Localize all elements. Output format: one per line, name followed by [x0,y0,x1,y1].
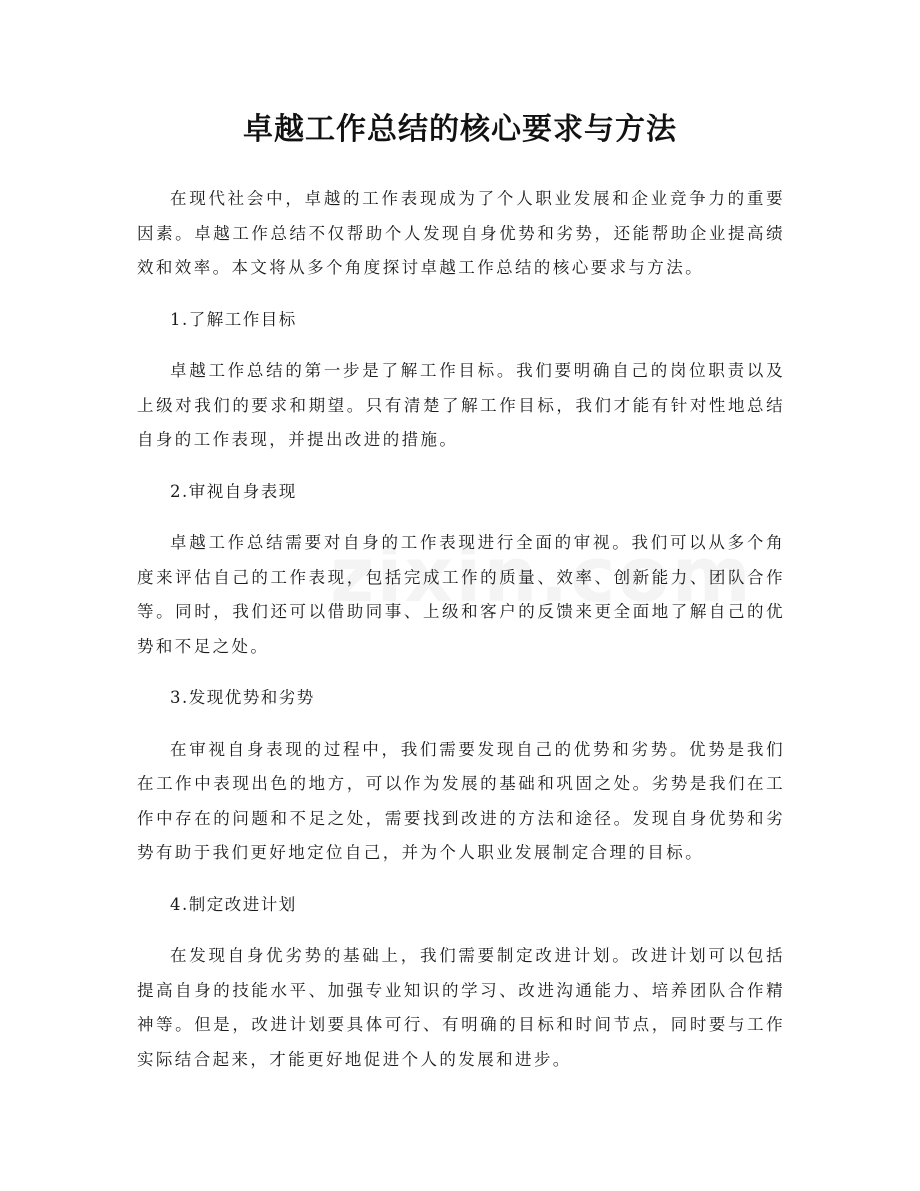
document-body [137,182,785,1094]
section-heading-1: 1.了解工作目标 [170,309,297,329]
document-title: 卓越工作总结的核心要求与方法 [243,112,677,147]
section-paragraph-2: 卓越工作总结需要对自身的工作表现进行全面的审视。我们可以从多个角度来评估自己的工作表现，包括完成工作的质量、效率、创新能力、团队合作等。同时，我们还可以借助同事、上级和客户的反馈来更全面地了解自己的优势和不足之处。 [137,533,785,656]
intro-paragraph: 在现代社会中，卓越的工作表现成为了个人职业发展和企业竞争力的重要因素。卓越工作总结不仅帮助个人发现自身优势和劣势，还能帮助企业提高绩效和效率。本文将从多个角度探讨卓越工作总结的核心要求与方法。 [137,189,785,277]
section-paragraph-4: 在发现自身优劣势的基础上，我们需要制定改进计划。改进计划可以包括提高自身的技能水平、加强专业知识的学习、改进沟通能力、培养团队合作精神等。但是，改进计划要具体可行、有明确的目标和时间节点，同时要与工作实际结合起来，才能更好地促进个人的发展和进步。 [137,946,785,1069]
section-heading-2: 2.审视自身表现 [170,481,297,501]
section-heading-3: 3.发现优势和劣势 [170,688,315,707]
section-heading-4: 4.制定改进计划 [170,894,297,914]
section-paragraph-1: 卓越工作总结的第一步是了解工作目标。我们要明确自己的岗位职责以及上级对我们的要求和期望。只有清楚了解工作目标，我们才能有针对性地总结自身的工作表现，并提出改进的措施。 [137,361,785,449]
section-paragraph-3: 在审视自身表现的过程中，我们需要发现自己的优势和劣势。优势是我们在工作中表现出色的地方，可以作为发展的基础和巩固之处。劣势是我们在工作中存在的问题和不足之处，需要找到改进的方法和途径。发现自身优势和劣势有助于我们更好地定位自己，并为个人职业发展制定合理的目标。 [137,739,785,862]
